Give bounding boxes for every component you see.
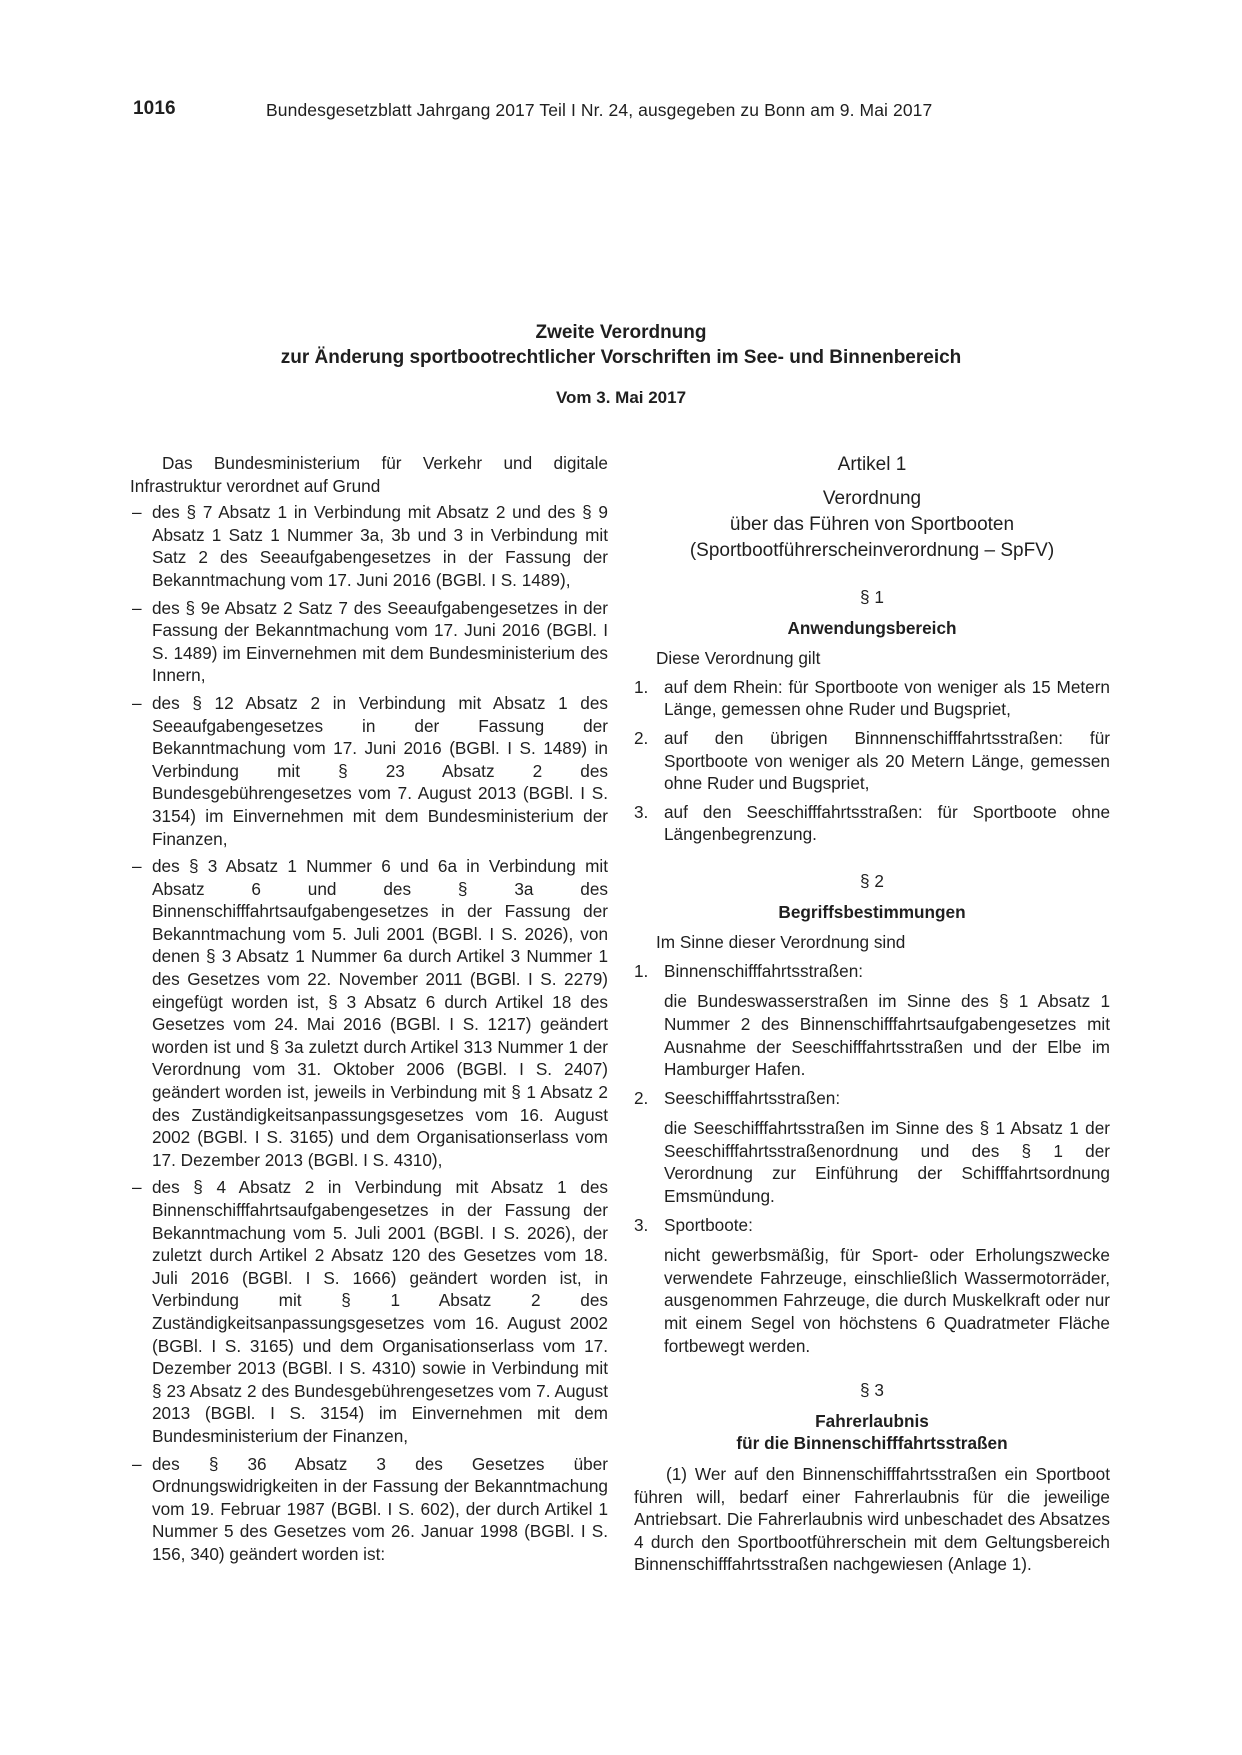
document-title	[133, 320, 1109, 370]
legal-basis-item: – des § 7 Absatz 1 in Verbindung mit Absatz 2 und des § 9 Absatz 1 Satz 1 Nummer 3a, 3b und 3 in Verbindung mit Satz 2 des Seeaufgabengesetzes in der Fassung der Bekanntmachung vom 17. Juni 2016 (BGBl. I S. 1489),	[132, 502, 608, 590]
legal-basis-item: – des § 12 Absatz 2 in Verbindung mit Absatz 1 des Seeaufgabengesetzes in der Fassung der Bekanntmachung vom 17. Juni 2016 (BGBl. I S. 1489) in Verbindung mit § 23 Absatz 2 des Bundesgebührengesetzes vom 7. August 2013 (BGBl. I S. 3154) im Einvernehmen mit dem Bundesministerium der Finanzen,	[132, 692, 608, 849]
list-item: 2. auf den übrigen Binnnenschifffahrtsstraßen: für Sportboote von weniger als 20 Metern Länge, gemessen ohne Ruder und Bugspriet,	[634, 727, 1110, 794]
list-item: 1. auf dem Rhein: für Sportboote von weniger als 15 Metern Länge, gemessen ohne Ruder und Bugspriet,	[634, 676, 1110, 720]
legal-basis-item: – des § 9e Absatz 2 Satz 7 des Seeaufgabengesetzes in der Fassung der Bekanntmachung vom 17. Juni 2016 (BGBl. I S. 1489) im Einvernehmen mit dem Bundesministerium des Innern,	[132, 597, 608, 686]
definition-text: nicht gewerbsmäßig, für Sport- oder Erholungszwecke verwendete Fahrzeuge, einschließlich Wassermotorräder, ausgenommen Fahrzeuge, die durch Muskelkraft oder nur mit einem Segel von höchstens 6 Quadratmeter Fläche fortbewegt werden.	[664, 1245, 1110, 1356]
legal-basis-list	[130, 501, 608, 1565]
left-column	[130, 452, 608, 1571]
section-3-paragraph-1: (1) Wer auf den Binnenschifffahrtsstraßen ein Sportboot führen will, bedarf einer Fahrerlaubnis für die jeweilige Antriebsart. Die Fahrerlaubnis wird unbeschadet des Absatzes 4 durch den Sportbootführerschein mit dem Geltungsbereich Binnenschifffahrtsstraßen nachgewiesen (Anlage 1).	[634, 1464, 1110, 1575]
definition-item: 2. Seeschifffahrtsstraßen: die Seeschifffahrtsstraßen im Sinne des § 1 Absatz 1 der Seeschifffahrtsstraßenordnung und des § 1 der Verordnung zur Einführung der Schifffahrtsordnung Emsmündung.	[634, 1087, 1110, 1207]
regulation-title-2: über das Führen von Sportbooten	[729, 514, 1015, 535]
section-1-sign: § 1	[860, 587, 884, 607]
regulation-title-1: Verordnung	[822, 488, 922, 509]
section-3-title-1: Fahrerlaubnis	[815, 1410, 929, 1431]
section-1-lead: Diese Verordnung gilt	[656, 648, 821, 669]
title-line-1: Zweite Verordnung	[535, 322, 707, 343]
section-2-lead: Im Sinne dieser Verordnung sind	[656, 932, 906, 953]
gazette-header-text: Bundesgesetzblatt Jahrgang 2017 Teil I Nr. 24, ausgegeben zu Bonn am 9. Mai 2017	[266, 100, 933, 120]
section-1-title: Anwendungsbereich	[787, 617, 957, 638]
regulation-title-3: (Sportbootführerscheinverordnung – SpFV)	[689, 540, 1055, 561]
definition-item: 3. Sportboote: nicht gewerbsmäßig, für Sport- oder Erholungszwecke verwendete Fahrzeuge, einschließlich Wassermotorräder, ausgenommen Fahrzeuge, die durch Muskelkraft oder nur mit einem Segel von höchstens 6 Quadratmeter Fläche fortbewegt werden.	[634, 1214, 1110, 1356]
section-2-title: Begriffsbestimmungen	[778, 901, 966, 922]
legal-basis-item: – des § 36 Absatz 3 des Gesetzes über Ordnungswidrigkeiten in der Fassung der Bekanntmachung vom 19. Februar 1987 (BGBl. I S. 602), der durch Artikel 1 Nummer 5 des Gesetzes vom 26. Januar 1998 (BGBl. I S. 156, 340) geändert worden ist:	[132, 1453, 608, 1564]
section-2-list	[634, 960, 1110, 1358]
legal-basis-item: – des § 3 Absatz 1 Nummer 6 und 6a in Verbindung mit Absatz 6 und des § 3a des Binnenschifffahrtsaufgabengesetzes in der Fassung der Bekanntmachung vom 5. Juli 2001 (BGBl. I S. 2026), von denen § 3 Absatz 1 Nummer 6a durch Artikel 3 Nummer 1 des Gesetzes vom 22. November 2011 (BGBl. I S. 2279) eingefügt worden ist, § 3 Absatz 6 durch Artikel 18 des Gesetzes vom 24. Mai 2016 (BGBl. I S. 1217) geändert worden ist und § 3a zuletzt durch Artikel 313 Nummer 1 der Verordnung vom 31. Oktober 2006 (BGBl. I S. 2407) geändert worden ist, jeweils in Verbindung mit § 1 Absatz 2 des Zuständigkeitsanpassungsgesetzes vom 16. August 2002 (BGBl. I S. 3165) und dem Organisationserlass vom 17. Dezember 2013 (BGBl. I S. 4310),	[132, 856, 608, 1170]
title-line-2: zur Änderung sportbootrechtlicher Vorschriften im See- und Binnenbereich	[280, 347, 962, 368]
preamble-intro: Das Bundesministerium für Verkehr und digitale Infrastruktur verordnet auf Grund	[130, 453, 608, 496]
definition-text: die Seeschifffahrtsstraßen im Sinne des § 1 Absatz 1 der Seeschifffahrtsstraßenordnung und des § 1 der Verordnung zur Einführung der Schifffahrtsordnung Emsmündung.	[664, 1118, 1110, 1207]
section-3-title-2: für die Binnenschifffahrtsstraßen	[736, 1433, 1008, 1454]
section-2-sign: § 2	[860, 870, 884, 891]
definition-text: die Bundeswasserstraßen im Sinne des § 1 Absatz 1 Nummer 2 des Binnenschifffahrtsaufgabengesetzes mit Ausnahme der Seeschifffahrtsstraßen und der Elbe im Hamburger Hafen.	[664, 991, 1110, 1080]
article-heading: Artikel 1	[837, 454, 907, 475]
definition-item: 1. Binnenschifffahrtsstraßen: die Bundeswasserstraßen im Sinne des § 1 Absatz 1 Nummer 2 des Binnenschifffahrtsaufgabengesetzes mit Ausnahme der Seeschifffahrtsstraßen und der Elbe im Hamburger Hafen.	[634, 960, 1110, 1080]
section-3-sign: § 3	[860, 1380, 884, 1401]
legal-basis-item: – des § 4 Absatz 2 in Verbindung mit Absatz 1 des Binnenschifffahrtsaufgabengesetzes in der Fassung der Bekanntmachung vom 5. Juli 2001 (BGBl. I S. 2026), der zuletzt durch Artikel 2 Absatz 120 des Gesetzes vom 18. Juli 2016 (BGBl. I S. 1666) geändert worden ist, in Verbindung mit § 1 Absatz 2 des Zuständigkeitsanpassungsgesetzes vom 16. August 2002 (BGBl. I S. 3165) und dem Organisationserlass vom 17. Dezember 2013 (BGBl. I S. 4310) sowie in Verbindung mit § 23 Absatz 2 des Bundesgebührengesetzes vom 7. August 2013 (BGBl. I S. 3154) im Einvernehmen mit dem Bundesministerium der Finanzen,	[132, 1177, 608, 1446]
right-column	[634, 452, 1110, 1576]
page-number: 1016	[133, 98, 176, 119]
section-1-list	[634, 676, 1110, 846]
document-date: Vom 3. Mai 2017	[555, 388, 687, 407]
list-item: 3. auf den Seeschifffahrtsstraßen: für Sportboote ohne Längenbegrenzung.	[634, 801, 1110, 845]
